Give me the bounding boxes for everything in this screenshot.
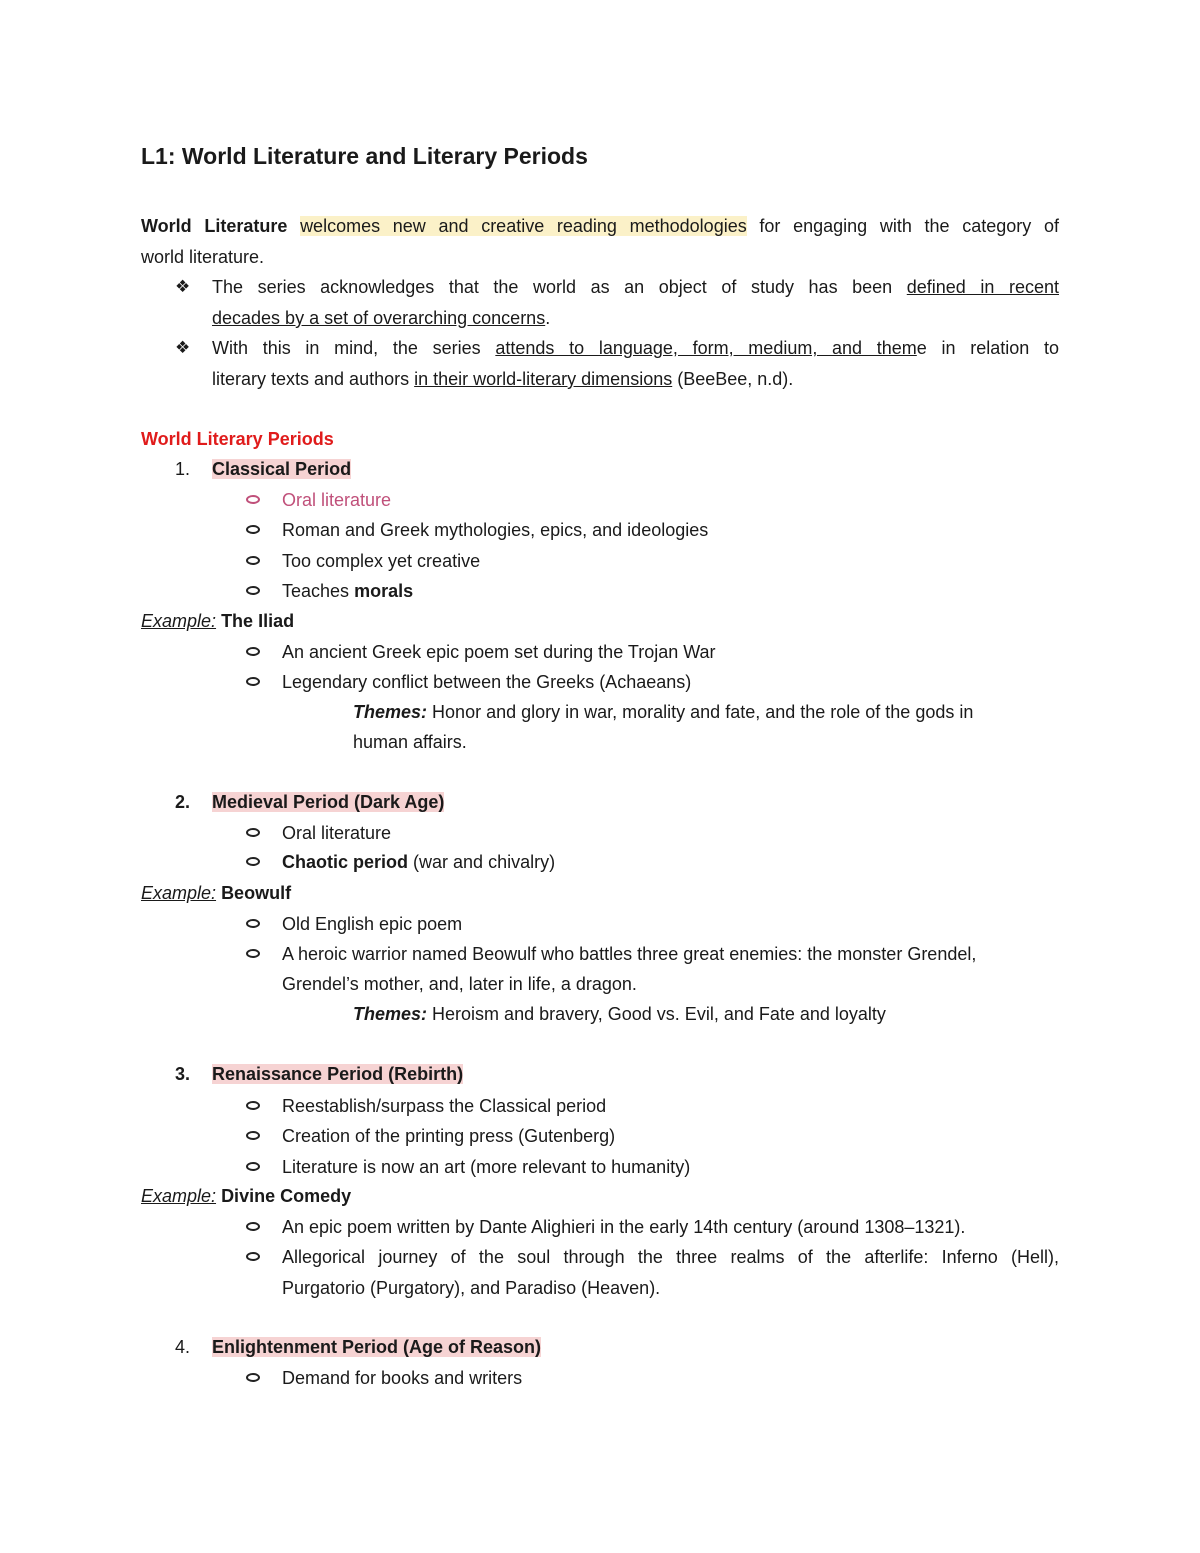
bullet-1-period: . (545, 308, 551, 328)
list-item: Oral literature (282, 823, 392, 843)
example-line (141, 609, 294, 633)
diamond-bullet-icon: ❖ (175, 277, 191, 296)
list-item: An ancient Greek epic poem set during the Trojan War (282, 642, 716, 662)
intro-bold: World Literature (141, 216, 288, 236)
example-line (141, 1184, 351, 1208)
example-title: Divine Comedy (221, 1186, 352, 1206)
circle-bullet-icon (246, 586, 260, 595)
circle-bullet-icon (246, 857, 260, 866)
circle-bullet-icon (246, 556, 260, 565)
circle-bullet-icon (246, 495, 260, 504)
bullet-1-line-2 (212, 306, 550, 330)
circle-bullet-icon (246, 525, 260, 534)
circle-bullet-icon (246, 828, 260, 837)
bullet-2-underline-2: in their world-literary dimensions (414, 369, 673, 389)
period-name: Enlightenment Period (Age of Reason) (212, 1337, 542, 1357)
period-name: Medieval Period (Dark Age) (212, 792, 445, 812)
list-item: Allegorical journey of the soul through the three realms of the afterlife: Inferno (Hell), (282, 1247, 1059, 1267)
intro-rest: for engaging with the category of (759, 216, 1059, 236)
bullet-2-text-tail: e in relation to (916, 338, 1059, 358)
example-label: Example: (141, 883, 217, 903)
example-line (141, 881, 291, 905)
period-number: 2. (175, 792, 191, 812)
circle-bullet-icon (246, 1252, 260, 1261)
bullet-1-text: The series acknowledges that the world as an object of study has been (212, 277, 893, 297)
bullet-1-line-1 (212, 275, 1059, 299)
list-item: Too complex yet creative (282, 551, 481, 571)
list-item: Roman and Greek mythologies, epics, and ideologies (282, 520, 709, 540)
list-item: A heroic warrior named Beowulf who battles three great enemies: the monster Grendel, (282, 944, 977, 964)
list-item: Creation of the printing press (Gutenberg) (282, 1126, 616, 1146)
list-item: Literature is now an art (more relevant to humanity) (282, 1157, 691, 1177)
list-item-text: Teaches (282, 581, 350, 601)
list-item: Oral literature (282, 490, 392, 510)
list-item-continued: Purgatorio (Purgatory), and Paradiso (Heaven). (282, 1278, 661, 1298)
list-item: Old English epic poem (282, 914, 463, 934)
list-item: Legendary conflict between the Greeks (Achaeans) (282, 672, 692, 692)
period-heading (212, 1335, 541, 1359)
bullet-2-line-2 (212, 367, 793, 391)
diamond-bullet-icon: ❖ (175, 338, 191, 357)
themes-text: Heroism and bravery, Good vs. Evil, and Fate and loyalty (432, 1004, 886, 1024)
period-heading (212, 790, 444, 814)
example-label: Example: (141, 611, 217, 631)
list-item (282, 579, 413, 603)
bullet-2-underline: attends to language, form, medium, and them (495, 338, 917, 358)
period-name: Classical Period (212, 459, 352, 479)
period-name: Renaissance Period (Rebirth) (212, 1064, 464, 1084)
period-heading (212, 457, 351, 481)
section-heading: World Literary Periods (141, 429, 334, 449)
list-item-bold: Chaotic period (282, 852, 409, 872)
list-item: Demand for books and writers (282, 1368, 523, 1388)
circle-bullet-icon (246, 1101, 260, 1110)
list-item-bold: morals (354, 581, 414, 601)
circle-bullet-icon (246, 677, 260, 686)
example-title: The Iliad (221, 611, 295, 631)
list-item: Reestablish/surpass the Classical period (282, 1096, 607, 1116)
page-title: L1: World Literature and Literary Periods (141, 143, 588, 169)
bullet-2-text: With this in mind, the series (212, 338, 481, 358)
intro-line-1 (141, 214, 1059, 238)
circle-bullet-icon (246, 949, 260, 958)
example-label: Example: (141, 1186, 217, 1206)
example-title: Beowulf (221, 883, 292, 903)
list-item-text: (war and chivalry) (413, 852, 556, 872)
bullet-2-text-2: literary texts and authors (212, 369, 410, 389)
intro-highlight: welcomes new and creative reading methodologies (300, 216, 747, 236)
circle-bullet-icon (246, 919, 260, 928)
themes-label: Themes: (353, 1004, 428, 1024)
circle-bullet-icon (246, 1222, 260, 1231)
themes-label: Themes: (353, 702, 428, 722)
themes-text: Honor and glory in war, morality and fate, and the role of the gods in (432, 702, 974, 722)
list-item-continued: Grendel’s mother, and, later in life, a dragon. (282, 974, 637, 994)
period-number: 4. (175, 1337, 191, 1357)
themes-line-2: human affairs. (353, 732, 467, 752)
circle-bullet-icon (246, 1162, 260, 1171)
list-item (282, 850, 555, 874)
list-item: An epic poem written by Dante Alighieri in the early 14th century (around 1308–1321). (282, 1217, 966, 1237)
bullet-2-citation: (BeeBee, n.d). (677, 369, 794, 389)
circle-bullet-icon (246, 1373, 260, 1382)
themes-line (353, 700, 973, 724)
period-number: 3. (175, 1064, 191, 1084)
bullet-2-line-1 (212, 336, 1059, 360)
circle-bullet-icon (246, 1131, 260, 1140)
period-number: 1. (175, 459, 191, 479)
bullet-1-underline-2: decades by a set of overarching concerns (212, 308, 546, 328)
bullet-1-underline: defined in recent (906, 277, 1059, 297)
themes-line (353, 1002, 886, 1026)
intro-line-2: world literature. (141, 247, 265, 267)
period-heading (212, 1062, 463, 1086)
circle-bullet-icon (246, 647, 260, 656)
